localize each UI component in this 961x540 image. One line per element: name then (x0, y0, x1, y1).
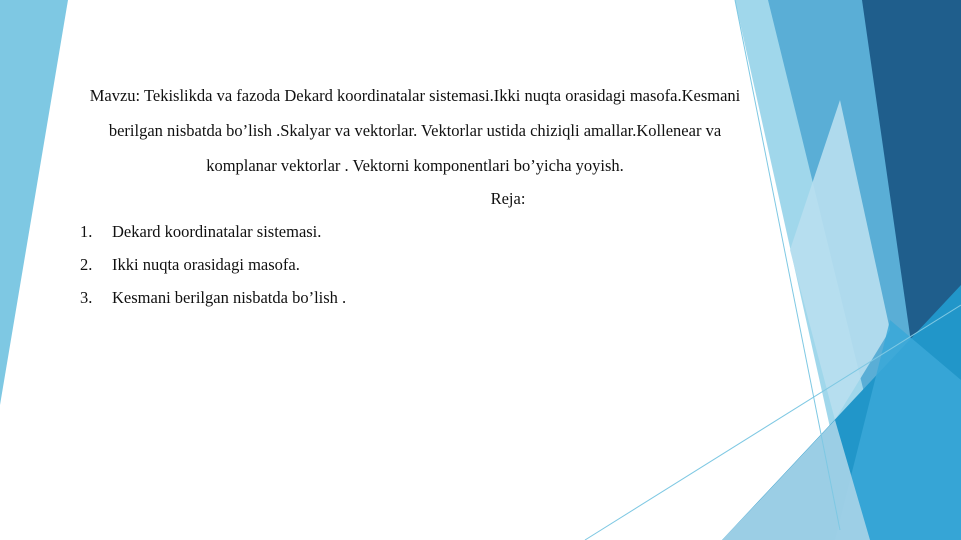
plan-item-text: Ikki nuqta orasidagi masofa. (112, 255, 300, 274)
plan-item-number: 3. (80, 288, 93, 307)
plan-item (80, 281, 750, 314)
plan-item-text: Kesmani berilgan nisbatda bo’lish . (112, 288, 347, 307)
plan-heading: Reja: (490, 189, 526, 208)
plan-item-number: 1. (80, 222, 93, 241)
topic-paragraph: Mavzu: Tekislikda va fazoda Dekard koordinatalar sistemasi.Ikki nuqta orasidagi masofa.Kesmani berilgan nisbatda bo’lish .Skalyar va vektorlar. Vektorlar ustida chiziqli amallar.Kollenear va komplanar vektorlar . Vektorni komponentlari bo’yicha yoyish. (89, 86, 741, 175)
plan-list (80, 215, 750, 314)
left-edge-shape (0, 0, 68, 405)
plan-item-text: Dekard koordinatalar sistemasi. (112, 222, 322, 241)
plan-item (80, 215, 750, 248)
plan-item (80, 248, 750, 281)
slide-text-content (80, 78, 750, 314)
plan-item-number: 2. (80, 255, 93, 274)
